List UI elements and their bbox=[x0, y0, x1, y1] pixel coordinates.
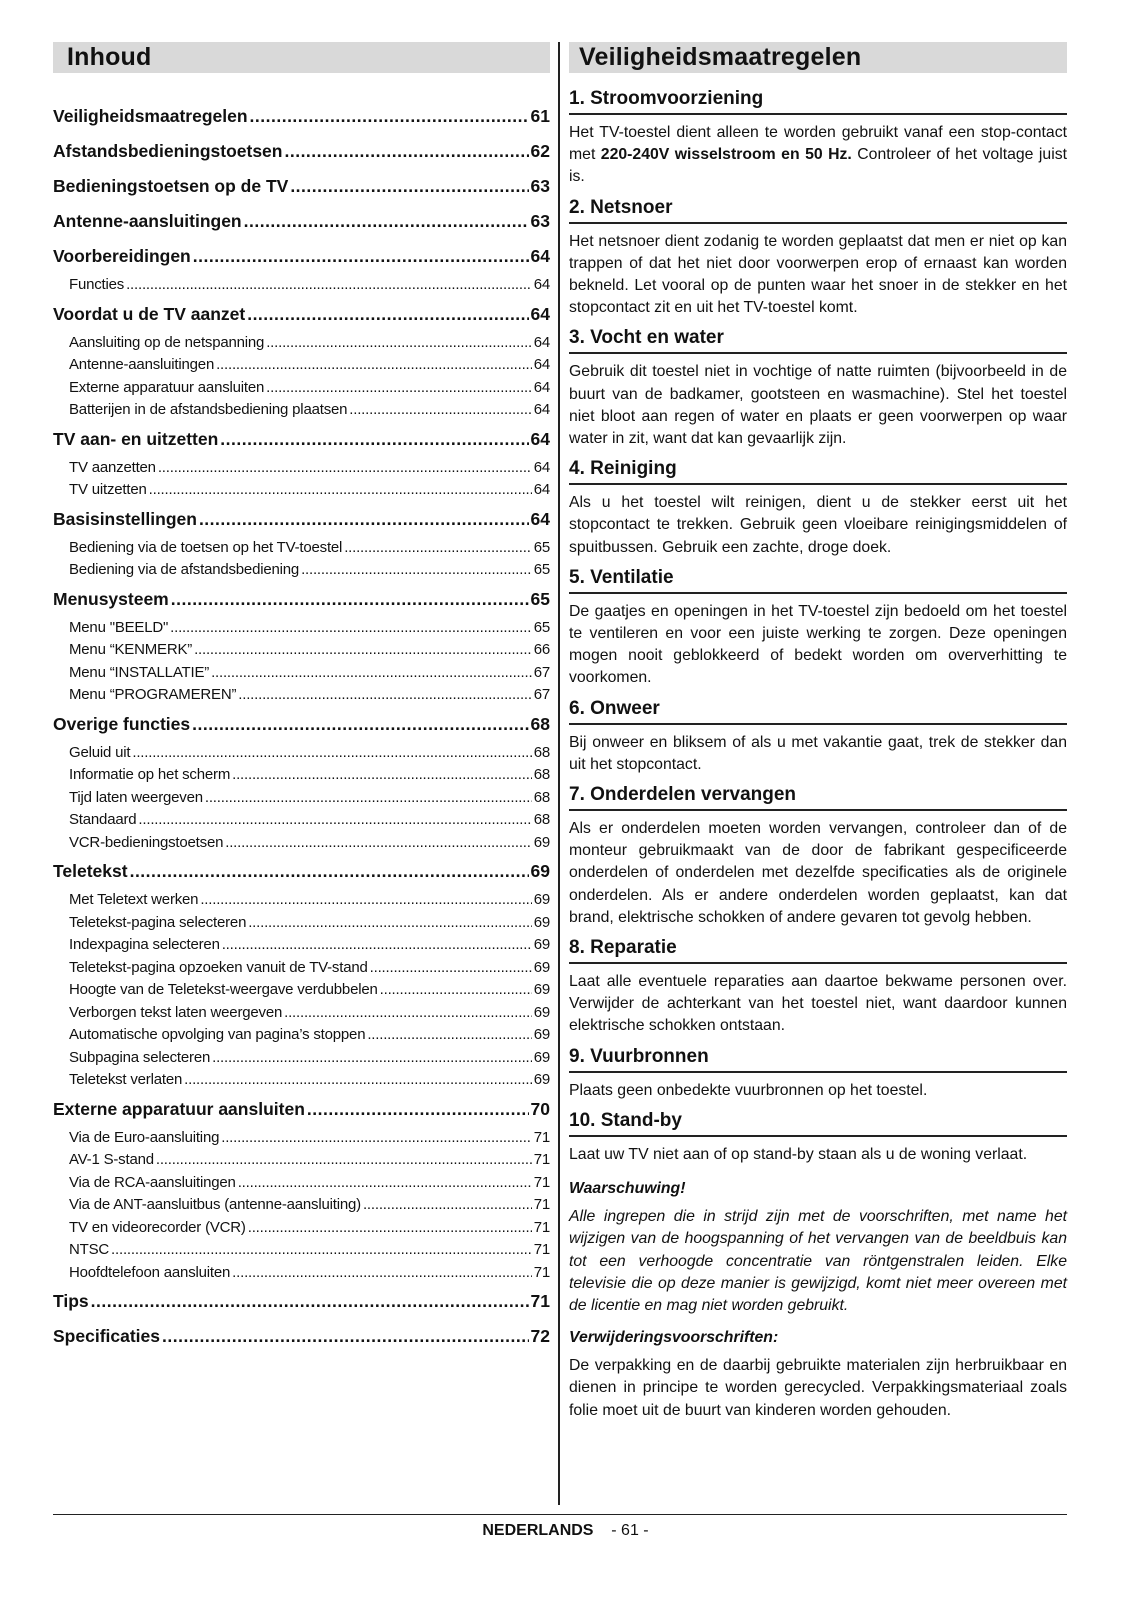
toc-dot-leader bbox=[344, 537, 532, 560]
toc-entry-page: 69 bbox=[533, 891, 550, 908]
safety-sections bbox=[569, 86, 1067, 1166]
toc-dot-leader bbox=[205, 787, 532, 810]
toc-entry-label: NTSC bbox=[69, 1241, 110, 1258]
disposal-title: Verwijderingsvoorschriften: bbox=[569, 1329, 779, 1347]
toc-entry-label: Menu “INSTALLATIE” bbox=[69, 663, 210, 681]
toc-entry-label: TV aanzetten bbox=[69, 458, 156, 476]
toc-entry-page: 71 bbox=[533, 1173, 550, 1191]
toc-entry-label: Overige functies bbox=[53, 713, 191, 734]
toc-dot-leader bbox=[284, 134, 528, 169]
toc-dot-leader bbox=[225, 832, 531, 855]
toc-subsection-entry bbox=[53, 1262, 550, 1285]
toc-entry-page: 69 bbox=[533, 958, 550, 976]
contents-title: Inhoud bbox=[53, 42, 550, 73]
toc-dot-leader bbox=[221, 1127, 531, 1150]
toc-entry-page: 63 bbox=[530, 176, 550, 196]
table-of-contents bbox=[53, 99, 550, 1354]
toc-dot-leader bbox=[222, 934, 532, 957]
toc-entry-label: Teletekst bbox=[53, 861, 128, 881]
toc-entry-label: Specificaties bbox=[53, 1326, 160, 1346]
toc-dot-leader bbox=[91, 1284, 529, 1319]
toc-subsection-entry bbox=[53, 764, 550, 787]
toc-dot-leader bbox=[158, 457, 532, 480]
safety-title: Veiligheidsmaatregelen bbox=[569, 42, 1067, 73]
toc-entry-label: Menusysteem bbox=[53, 588, 169, 609]
toc-subsection-entry bbox=[53, 684, 550, 707]
toc-subsection-entry bbox=[53, 979, 550, 1002]
toc-entry-page: 67 bbox=[533, 663, 550, 681]
section-body-text: Controleer of het voltage juist is. bbox=[569, 146, 1067, 186]
section-body: Plaats geen onbedekte vuurbronnen op het toestel. bbox=[569, 1081, 928, 1099]
toc-entry-label: Menu "BEELD" bbox=[69, 618, 169, 636]
toc-dot-leader bbox=[216, 354, 532, 377]
warning-title: Waarschuwing! bbox=[569, 1180, 686, 1198]
toc-entry-page: 69 bbox=[533, 913, 550, 931]
toc-subsection-entry bbox=[53, 1194, 550, 1217]
toc-subsection-entry bbox=[53, 889, 550, 912]
toc-subsection-entry bbox=[53, 912, 550, 935]
footer-rule bbox=[53, 1514, 1067, 1515]
toc-dot-leader bbox=[266, 377, 532, 400]
toc-entry-label: Subpagina selecteren bbox=[69, 1048, 211, 1066]
toc-entry-label: Tips bbox=[53, 1291, 89, 1311]
toc-entry-label: VCR-bedieningstoetsen bbox=[69, 833, 224, 851]
toc-entry-label: Menu “KENMERK” bbox=[69, 641, 193, 658]
column-divider bbox=[558, 42, 560, 1505]
toc-dot-leader bbox=[367, 1024, 531, 1047]
toc-entry-label: Afstandsbedieningstoetsen bbox=[53, 141, 283, 161]
toc-entry-label: Teletekst verlaten bbox=[69, 1071, 183, 1088]
section-heading: 8. Reparatie bbox=[569, 935, 1067, 964]
section-heading: 6. Onweer bbox=[569, 696, 1067, 725]
toc-dot-leader bbox=[138, 809, 531, 832]
toc-entry-label: Hoofdtelefoon aansluiten bbox=[69, 1263, 231, 1281]
toc-entry-label: Veiligheidsmaatregelen bbox=[53, 106, 248, 126]
toc-subsection-entry bbox=[53, 832, 550, 855]
toc-section-entry bbox=[53, 99, 550, 134]
section-heading: 2. Netsnoer bbox=[569, 195, 1067, 224]
toc-entry-page: 71 bbox=[533, 1241, 550, 1258]
toc-entry-label: Batterijen in de afstandsbediening plaatsen bbox=[69, 401, 348, 418]
section-heading: 10. Stand-by bbox=[569, 1108, 1067, 1137]
section-heading: 3. Vocht en water bbox=[569, 325, 1067, 354]
toc-entry-label: Bediening via de toetsen op het TV-toestel bbox=[69, 538, 343, 556]
toc-dot-leader bbox=[238, 1172, 532, 1195]
toc-entry-page: 68 bbox=[533, 811, 550, 828]
page-footer bbox=[0, 1522, 1131, 1540]
section-body: Laat alle eventuele reparaties aan daartoe bekwame personen over. Verwijder de achterkant van het toestel niet, want daardoor kunnen elektrische schokken ontstaan. bbox=[569, 973, 1067, 1035]
toc-dot-leader bbox=[132, 742, 531, 765]
toc-subsection-entry bbox=[53, 742, 550, 765]
toc-subsection-entry bbox=[53, 1002, 550, 1025]
toc-dot-leader bbox=[244, 204, 529, 239]
toc-entry-page: 68 bbox=[533, 743, 550, 761]
toc-dot-leader bbox=[380, 979, 532, 1002]
toc-entry-label: Functies bbox=[69, 276, 125, 293]
section-body: Laat uw TV niet aan of op stand-by staan als u de woning verlaat. bbox=[569, 1145, 1028, 1163]
toc-subsection-entry bbox=[53, 479, 550, 502]
footer-page-number: - 61 - bbox=[611, 1522, 649, 1539]
toc-entry-label: Antenne-aansluitingen bbox=[53, 211, 242, 231]
toc-subsection-entry bbox=[53, 809, 550, 832]
toc-dot-leader bbox=[199, 502, 529, 537]
toc-subsection-entry bbox=[53, 934, 550, 957]
toc-entry-page: 65 bbox=[533, 618, 550, 636]
toc-entry-label: Teletekst-pagina opzoeken vanuit de TV-stand bbox=[69, 958, 368, 976]
toc-entry-label: TV uitzetten bbox=[69, 481, 147, 498]
toc-entry-label: Via de Euro-aansluiting bbox=[69, 1128, 220, 1146]
toc-entry-page: 64 bbox=[530, 303, 550, 324]
section-heading: 9. Vuurbronnen bbox=[569, 1044, 1067, 1073]
toc-dot-leader bbox=[232, 764, 532, 787]
toc-dot-leader bbox=[307, 1092, 529, 1127]
toc-subsection-entry bbox=[53, 1069, 550, 1092]
toc-entry-page: 64 bbox=[533, 276, 550, 293]
toc-section-entry bbox=[53, 1319, 550, 1354]
toc-entry-page: 69 bbox=[533, 833, 550, 851]
toc-entry-page: 65 bbox=[530, 588, 550, 609]
toc-entry-page: 68 bbox=[530, 713, 550, 734]
toc-subsection-entry bbox=[53, 537, 550, 560]
toc-subsection-entry bbox=[53, 1172, 550, 1195]
toc-entry-label: Via de ANT-aansluitbus (antenne-aansluiting) bbox=[69, 1196, 361, 1213]
toc-entry-page: 71 bbox=[533, 1218, 550, 1236]
toc-entry-label: TV aan- en uitzetten bbox=[53, 428, 219, 449]
toc-dot-leader bbox=[192, 707, 528, 742]
toc-subsection-entry bbox=[53, 1149, 550, 1172]
toc-dot-leader bbox=[220, 422, 528, 457]
toc-subsection-entry bbox=[53, 1239, 550, 1262]
toc-entry-page: 71 bbox=[533, 1263, 550, 1281]
toc-entry-page: 61 bbox=[530, 106, 550, 126]
toc-entry-page: 71 bbox=[533, 1151, 550, 1168]
toc-subsection-entry bbox=[53, 399, 550, 422]
toc-dot-leader bbox=[363, 1194, 532, 1217]
toc-subsection-entry bbox=[53, 957, 550, 980]
toc-dot-leader bbox=[184, 1069, 532, 1092]
toc-entry-page: 69 bbox=[533, 936, 550, 953]
toc-subsection-entry bbox=[53, 1047, 550, 1070]
toc-entry-label: Externe apparatuur aansluiten bbox=[53, 1098, 305, 1119]
toc-subsection-entry bbox=[53, 1127, 550, 1150]
toc-entry-page: 69 bbox=[530, 861, 550, 881]
toc-dot-leader bbox=[193, 239, 529, 274]
toc-entry-label: Tijd laten weergeven bbox=[69, 788, 203, 806]
toc-dot-leader bbox=[238, 684, 531, 707]
contents-column bbox=[53, 42, 550, 1354]
toc-entry-label: TV en videorecorder (VCR) bbox=[69, 1218, 246, 1236]
section-body: Als er onderdelen moeten worden vervangen, controleer dan of de monteur gebruikmaakt van de door de fabrikant gespecificeerde onderdelen of onderdelen met dezelfde specificaties als de originele onderdelen. Als er andere onderdelen worden geplaatst, kan dat brand, elektrische schokken of andere gevaren tot gevolg hebben. bbox=[569, 820, 1067, 926]
toc-section-entry bbox=[53, 239, 550, 274]
toc-dot-leader bbox=[232, 1262, 532, 1285]
section-body: Gebruik dit toestel niet in vochtige of natte ruimten (bijvoorbeeld in de buurt van de badkamer, gootsteen en wasmachine). Stel het toestel niet bloot aan regen of water en plaats er geen voorwerpen op waar water in zit, want dat kan gevaarlijk zijn. bbox=[569, 363, 1067, 448]
section-heading: 5. Ventilatie bbox=[569, 565, 1067, 594]
toc-dot-leader bbox=[301, 559, 532, 582]
toc-dot-leader bbox=[212, 1047, 532, 1070]
toc-section-entry bbox=[53, 297, 550, 332]
toc-entry-label: Geluid uit bbox=[69, 743, 131, 761]
toc-dot-leader bbox=[266, 332, 532, 355]
toc-entry-page: 71 bbox=[530, 1291, 550, 1311]
toc-entry-page: 69 bbox=[533, 981, 550, 998]
toc-dot-leader bbox=[247, 297, 528, 332]
toc-entry-page: 72 bbox=[530, 1326, 550, 1346]
toc-entry-label: Verborgen tekst laten weergeven bbox=[69, 1003, 283, 1021]
toc-dot-leader bbox=[200, 889, 531, 912]
toc-dot-leader bbox=[171, 582, 529, 617]
toc-dot-leader bbox=[111, 1239, 532, 1262]
toc-entry-label: Indexpagina selecteren bbox=[69, 936, 220, 953]
toc-subsection-entry bbox=[53, 1024, 550, 1047]
toc-entry-label: AV-1 S-stand bbox=[69, 1151, 154, 1168]
toc-dot-leader bbox=[149, 479, 532, 502]
toc-entry-label: Antenne-aansluitingen bbox=[69, 356, 215, 373]
toc-entry-page: 64 bbox=[533, 378, 550, 396]
disposal-body: De verpakking en de daarbij gebruikte materialen zijn herbruikbaar en dienen in principe te worden gerecycled. Verpakkingsmateriaal zoals folie moet uit de buurt van kinderen worden gehouden. bbox=[569, 1357, 1067, 1419]
toc-dot-leader bbox=[211, 662, 532, 685]
toc-section-entry bbox=[53, 1092, 550, 1127]
toc-entry-label: Voorbereidingen bbox=[53, 246, 191, 266]
toc-subsection-entry bbox=[53, 787, 550, 810]
toc-entry-page: 64 bbox=[530, 428, 550, 449]
toc-section-entry bbox=[53, 854, 550, 889]
section-body-text: Het TV-toestel dient alleen te worden gebruikt vanaf een stop-contact met bbox=[569, 124, 1067, 164]
toc-subsection-entry bbox=[53, 1217, 550, 1240]
toc-entry-label: Menu “PROGRAMEREN” bbox=[69, 686, 237, 703]
toc-section-entry bbox=[53, 422, 550, 457]
toc-entry-page: 71 bbox=[533, 1196, 550, 1213]
toc-dot-leader bbox=[248, 912, 531, 935]
toc-dot-leader bbox=[130, 854, 529, 889]
toc-subsection-entry bbox=[53, 639, 550, 662]
toc-entry-page: 70 bbox=[530, 1098, 550, 1119]
toc-dot-leader bbox=[370, 957, 532, 980]
toc-entry-label: Standaard bbox=[69, 811, 137, 828]
toc-dot-leader bbox=[126, 274, 532, 297]
toc-section-entry bbox=[53, 582, 550, 617]
toc-entry-label: Basisinstellingen bbox=[53, 508, 197, 529]
toc-entry-page: 64 bbox=[533, 458, 550, 476]
toc-entry-page: 69 bbox=[533, 1003, 550, 1021]
toc-entry-page: 64 bbox=[533, 481, 550, 498]
safety-column bbox=[569, 42, 1067, 1422]
warning-body: Alle ingrepen die in strijd zijn met de voorschriften, met name het wijzigen van de hoogspanning of het vervangen van de beeldbuis kan tot een verhoogde concentratie van röntgenstralen leiden. Elke televisie die op deze manier is gewijzigd, komt niet meer overeen met de licentie en mag niet worden gebruikt. bbox=[569, 1208, 1067, 1314]
toc-entry-page: 64 bbox=[530, 246, 550, 266]
toc-subsection-entry bbox=[53, 377, 550, 400]
toc-entry-label: Informatie op het scherm bbox=[69, 766, 231, 783]
section-heading: 7. Onderdelen vervangen bbox=[569, 782, 1067, 811]
section-body: Bij onweer en bliksem of als u met vakantie gaat, trek de stekker dan uit het stopcontact. bbox=[569, 733, 1067, 773]
toc-entry-label: Externe apparatuur aansluiten bbox=[69, 378, 265, 396]
toc-entry-label: Via de RCA-aansluitingen bbox=[69, 1173, 236, 1191]
section-body bbox=[569, 122, 1067, 189]
toc-subsection-entry bbox=[53, 662, 550, 685]
section-heading: 1. Stroomvoorziening bbox=[569, 86, 1067, 115]
section-body: Als u het toestel wilt reinigen, dient u de stekker eerst uit het stopcontact te trekken. Gebruik geen vloeibare reinigingsmiddelen of spuitbussen. Gebruik een zachte, droge doek. bbox=[569, 494, 1067, 556]
toc-section-entry bbox=[53, 134, 550, 169]
toc-entry-label: Bedieningstoetsen op de TV bbox=[53, 176, 289, 196]
toc-dot-leader bbox=[290, 169, 528, 204]
toc-entry-page: 69 bbox=[533, 1026, 550, 1043]
toc-dot-leader bbox=[284, 1002, 532, 1025]
toc-entry-label: Aansluiting op de netspanning bbox=[69, 333, 265, 351]
toc-entry-page: 64 bbox=[533, 333, 550, 351]
toc-section-entry bbox=[53, 1284, 550, 1319]
toc-entry-page: 62 bbox=[530, 141, 550, 161]
toc-entry-page: 69 bbox=[533, 1071, 550, 1088]
toc-entry-label: Met Teletext werken bbox=[69, 891, 199, 908]
toc-dot-leader bbox=[349, 399, 531, 422]
toc-subsection-entry bbox=[53, 354, 550, 377]
toc-entry-page: 69 bbox=[533, 1048, 550, 1066]
toc-subsection-entry bbox=[53, 617, 550, 640]
toc-section-entry bbox=[53, 169, 550, 204]
toc-entry-label: Hoogte van de Teletekst-weergave verdubbelen bbox=[69, 981, 378, 998]
section-body: Het netsnoer dient zodanig te worden geplaatst dat men er niet op kan trappen of dat het niet door voorwerpen erop of ernaast kan worden bekneld. Let vooral op de punten waar het snoer in de stekker en het stopcontact zit en uit het TV-toestel komt. bbox=[569, 232, 1067, 317]
footer-language: NEDERLANDS bbox=[482, 1522, 594, 1539]
toc-entry-page: 64 bbox=[533, 401, 550, 418]
toc-dot-leader bbox=[194, 639, 532, 662]
toc-subsection-entry bbox=[53, 332, 550, 355]
toc-entry-page: 64 bbox=[533, 356, 550, 373]
toc-entry-page: 63 bbox=[530, 211, 550, 231]
toc-section-entry bbox=[53, 707, 550, 742]
toc-entry-page: 65 bbox=[533, 538, 550, 556]
toc-entry-page: 67 bbox=[533, 686, 550, 703]
toc-entry-page: 65 bbox=[533, 561, 550, 578]
toc-section-entry bbox=[53, 204, 550, 239]
toc-entry-label: Automatische opvolging van pagina’s stoppen bbox=[69, 1026, 366, 1043]
toc-dot-leader bbox=[170, 617, 532, 640]
toc-dot-leader bbox=[248, 1217, 532, 1240]
toc-subsection-entry bbox=[53, 274, 550, 297]
toc-section-entry bbox=[53, 502, 550, 537]
toc-entry-page: 68 bbox=[533, 766, 550, 783]
toc-entry-label: Bediening via de afstandsbediening bbox=[69, 561, 300, 578]
toc-entry-label: Voordat u de TV aanzet bbox=[53, 303, 246, 324]
section-heading: 4. Reiniging bbox=[569, 456, 1067, 485]
toc-entry-page: 66 bbox=[533, 641, 550, 658]
toc-entry-label: Teletekst-pagina selecteren bbox=[69, 913, 247, 931]
toc-dot-leader bbox=[162, 1319, 529, 1354]
toc-subsection-entry bbox=[53, 559, 550, 582]
section-body: De gaatjes en openingen in het TV-toestel zijn bedoeld om het toestel te ventileren en voor een juiste werking te zorgen. Deze openingen mogen nooit geblokkeerd of bedekt worden om oververhitting te voorkomen. bbox=[569, 602, 1067, 687]
toc-entry-page: 71 bbox=[533, 1128, 550, 1146]
toc-entry-page: 64 bbox=[530, 508, 550, 529]
section-body-emphasis: 220-240V wisselstroom en 50 Hz. bbox=[600, 146, 852, 164]
toc-dot-leader bbox=[156, 1149, 532, 1172]
toc-entry-page: 68 bbox=[533, 788, 550, 806]
toc-subsection-entry bbox=[53, 457, 550, 480]
toc-dot-leader bbox=[250, 99, 529, 134]
